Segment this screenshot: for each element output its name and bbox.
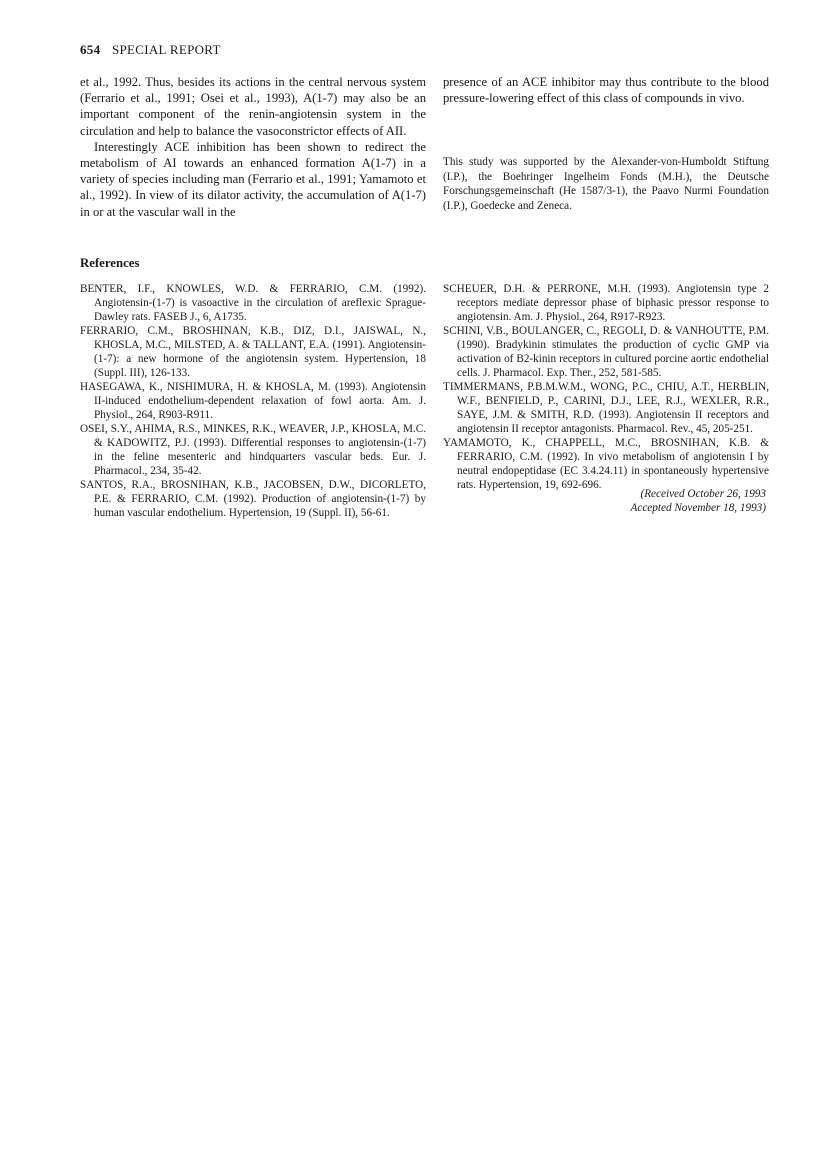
received-accepted-dates	[560, 487, 766, 515]
reference-entry: BENTER, I.F., KNOWLES, W.D. & FERRARIO, C.M. (1992). Angiotensin-(1-7) is vasoactive in the circulation of areflexic Sprague-Dawley rats. FASEB J., 6, A1735.	[80, 283, 426, 323]
page-number: 654	[80, 42, 101, 57]
body-paragraph: presence of an ACE inhibitor may thus contribute to the blood pressure-lowering effect of this class of compounds in vivo.	[443, 75, 769, 106]
reference-entry: SANTOS, R.A., BROSNIHAN, K.B., JACOBSEN, D.W., DICORLETO, P.E. & FERRARIO, C.M. (1992). Production of angiotensin-(1-7) by human vascular endothelium. Hypertension, 19 (Suppl. II), 56-61.	[80, 479, 426, 519]
running-header	[80, 42, 221, 58]
reference-entry: TIMMERMANS, P.B.M.W.M., WONG, P.C., CHIU, A.T., HERBLIN, W.F., BENFIELD, P., CARINI, D.J., LEE, R.J., WEXLER, R.R., SAYE, J.M. & SMITH, R.D. (1993). Angiotensin II receptors and angiotensin II receptor antagonists. Pharmacol. Rev., 45, 205-251.	[443, 381, 769, 435]
right-text-column	[443, 74, 769, 213]
running-title: SPECIAL REPORT	[111, 42, 221, 57]
acknowledgement: This study was supported by the Alexander-von-Humboldt Stiftung (I.P.), the Boehringer Ingelheim Fonds (M.H.), the Deutsche Forschungsgemeinschaft (He 1587/3-1), the Paavo Nurmi Foundation (I.P.), Goedecke and Zeneca.	[443, 156, 769, 212]
reference-entry: OSEI, S.Y., AHIMA, R.S., MINKES, R.K., WEAVER, J.P., KHOSLA, M.C. & KADOWITZ, P.J. (1993). Differential responses to angiotensin-(1-7) in the feline mesenteric and hindquarters vascular beds. Eur. J. Pharmacol., 234, 35-42.	[80, 423, 426, 477]
reference-entry: SCHINI, V.B., BOULANGER, C., REGOLI, D. & VANHOUTTE, P.M. (1990). Bradykinin stimulates the production of cyclic GMP via activation of B2-kinin receptors in cultured porcine aortic endothelial cells. J. Pharmacol. Exp. Ther., 252, 581-585.	[443, 325, 769, 379]
body-paragraph: Interestingly ACE inhibition has been shown to redirect the metabolism of AI towards an enhanced formation A(1-7) in a variety of species including man (Ferrario et al., 1991; Yamamoto et al., 1992). In view of its dilator activity, the accumulation of A(1-7) in or at the vascular wall in the	[80, 139, 426, 219]
references-right-column	[443, 282, 769, 492]
body-paragraph: et al., 1992. Thus, besides its actions in the central nervous system (Ferrario et al., 1991; Osei et al., 1993), A(1-7) may also be an important component of the renin-angiotensin system in the circulation and help to balance the vasoconstrictor effects of AII.	[80, 75, 426, 138]
references-left-column	[80, 282, 426, 520]
reference-entry: FERRARIO, C.M., BROSHINAN, K.B., DIZ, D.I., JAISWAL, N., KHOSLA, M.C., MILSTED, A. & TALLANT, E.A. (1991). Angiotensin-(1-7): a new hormone of the angiotensin system. Hypertension, 18 (Suppl. III), 126-133.	[80, 325, 426, 379]
reference-entry: HASEGAWA, K., NISHIMURA, H. & KHOSLA, M. (1993). Angiotensin II-induced endothelium-dependent relaxation of fowl aorta. Am. J. Physiol., 264, R903-R911.	[80, 381, 426, 421]
references-heading: References	[80, 256, 140, 270]
accepted-date: Accepted November 18, 1993)	[630, 502, 766, 515]
left-text-column	[80, 74, 426, 220]
reference-entry: YAMAMOTO, K., CHAPPELL, M.C., BROSNIHAN, K.B. & FERRARIO, C.M. (1992). In vivo metabolism of angiotensin I by neutral endopeptidase (EC 3.4.24.11) in spontaneously hypertensive rats. Hypertension, 19, 692-696.	[443, 437, 769, 491]
received-date: (Received October 26, 1993	[640, 488, 766, 500]
reference-entry: SCHEUER, D.H. & PERRONE, M.H. (1993). Angiotensin type 2 receptors mediate depressor phase of biphasic pressor response to angiotensin. Am. J. Physiol., 264, R917-R923.	[443, 283, 769, 323]
